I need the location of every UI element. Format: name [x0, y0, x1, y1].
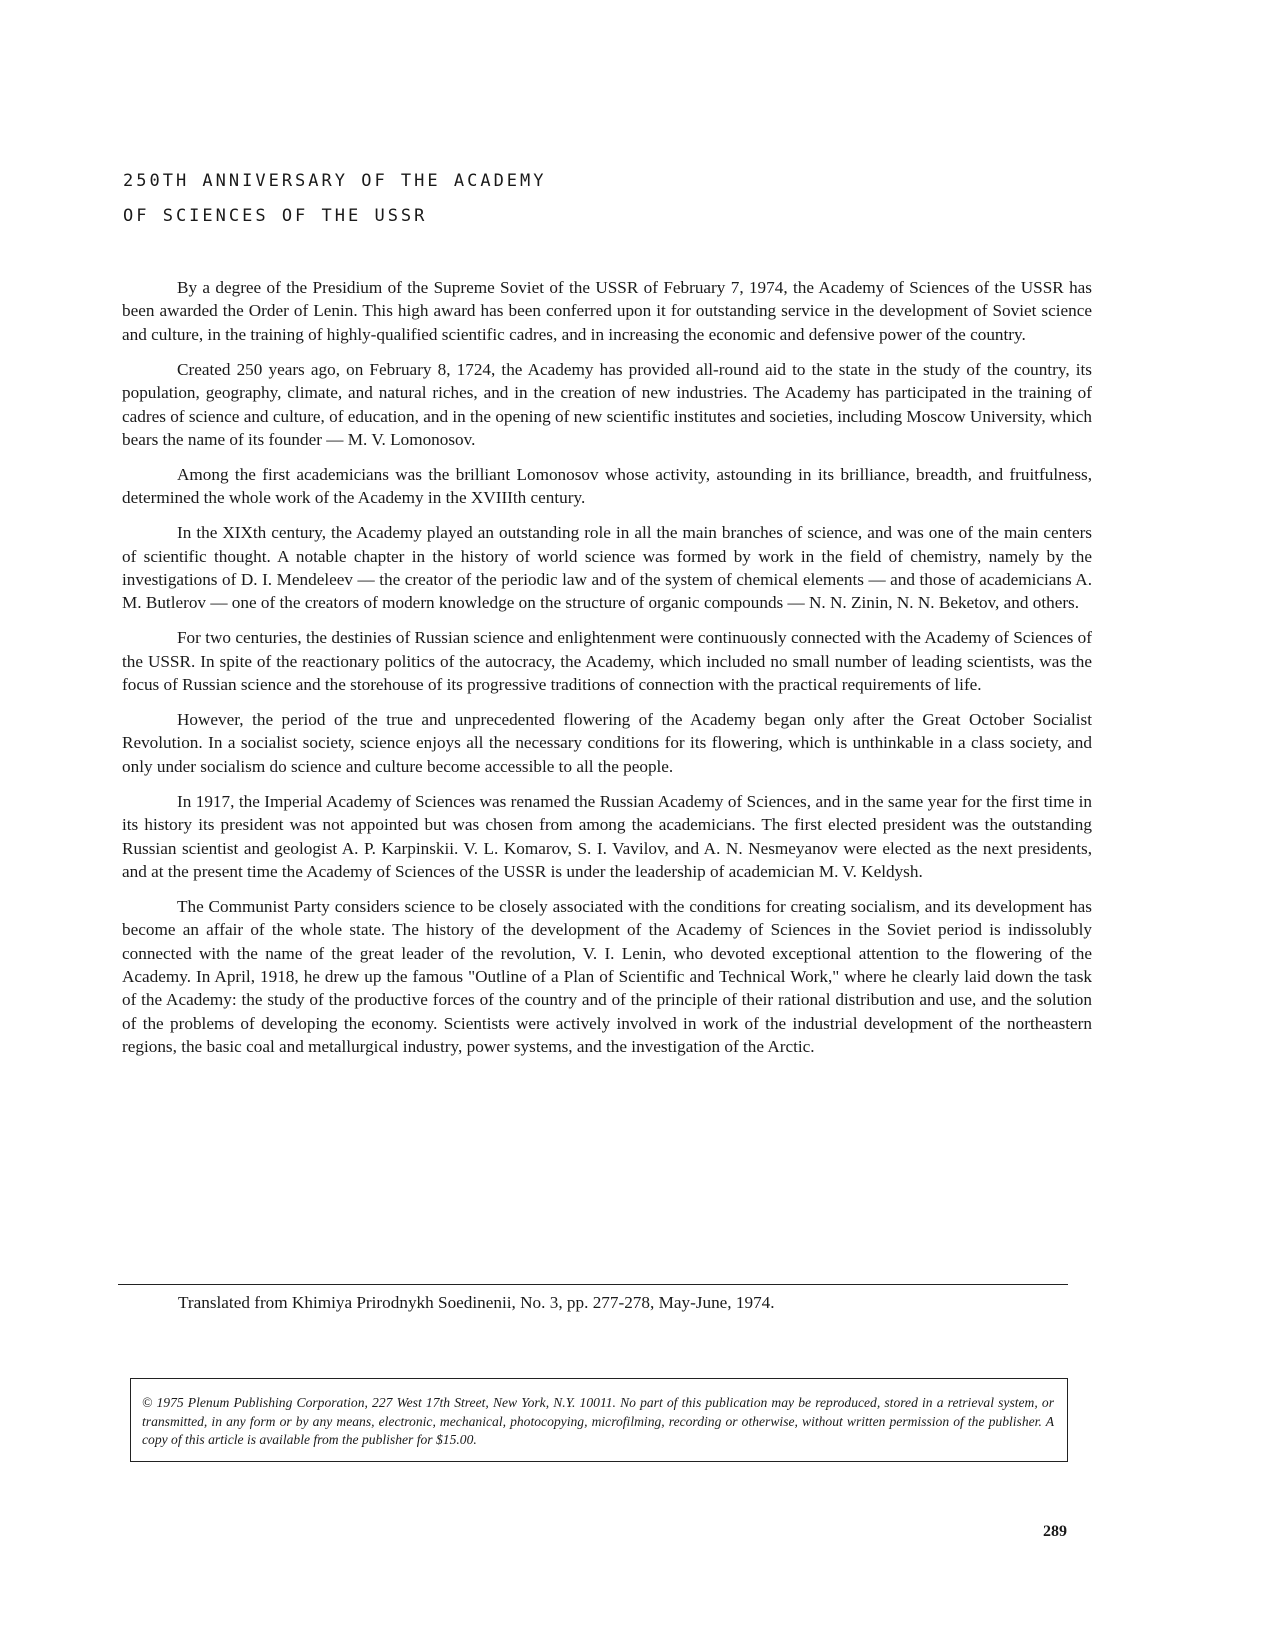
- article-body: [122, 276, 1092, 1070]
- paragraph: Among the first academicians was the brilliant Lomonosov whose activity, astounding in its brilliance, breadth, and fruitfulness, determined the whole work of the Academy in the XVIIIth century.: [122, 464, 1092, 508]
- paragraph: In 1917, the Imperial Academy of Sciences was renamed the Russian Academy of Sciences, and in the same year for the first time in its history its president was not appointed but was chosen from among the academicians. The first elected president was the outstanding Russian scientist and geologist A. P. Karpinskii. V. L. Komarov, S. I. Vavilov, and A. N. Nesmeyanov were elected as the next presidents, and at the present time the Academy of Sciences of the USSR is under the leadership of academician M. V. Keldysh.: [122, 791, 1092, 881]
- paragraph: In the XIXth century, the Academy played an outstanding role in all the main branches of science, and was one of the main centers of scientific thought. A notable chapter in the history of world science was formed by work in the field of chemistry, namely by the investigations of D. I. Mendeleev — the creator of the periodic law and of the system of chemical elements — and those of academicians A. M. Butlerov — one of the creators of modern knowledge on the structure of organic compounds — N. N. Zinin, N. N. Beketov, and others.: [122, 523, 1092, 613]
- footnote-divider: [118, 1284, 1068, 1285]
- article-title-line-1: 250TH ANNIVERSARY OF THE ACADEMY: [123, 171, 547, 191]
- paragraph: However, the period of the true and unprecedented flowering of the Academy began only after the Great October Socialist Revolution. In a socialist society, science enjoys all the necessary conditions for its flowering, which is unthinkable in a class society, and only under socialism do science and culture become accessible to all the people.: [122, 710, 1092, 776]
- article-title-line-2: OF SCIENCES OF THE USSR: [123, 206, 428, 226]
- paragraph: By a degree of the Presidium of the Supreme Soviet of the USSR of February 7, 1974, the Academy of Sciences of the USSR has been awarded the Order of Lenin. This high award has been conferred upon it for outstanding service in the development of Soviet science and culture, in the training of highly-qualified scientific cadres, and in increasing the economic and defensive power of the country.: [122, 278, 1092, 344]
- page-number: 289: [1043, 1523, 1067, 1540]
- copyright-notice: © 1975 Plenum Publishing Corporation, 227 West 17th Street, New York, N.Y. 10011. No part of this publication may be reproduced, stored in a retrieval system, or transmitted, in any form or by any means, electronic, mechanical, photocopying, microfilming, recording or otherwise, without written permission of the publisher. A copy of this article is available from the publisher for $15.00.: [142, 1395, 1054, 1447]
- article-title: [123, 164, 547, 234]
- paragraph: Created 250 years ago, on February 8, 1724, the Academy has provided all-round aid to the state in the study of the country, its population, geography, climate, and natural riches, and in the creation of new industries. The Academy has participated in the training of cadres of science and culture, of education, and in the opening of new scientific institutes and societies, including Moscow University, which bears the name of its founder — M. V. Lomonosov.: [122, 359, 1092, 449]
- paragraph: For two centuries, the destinies of Russian science and enlightenment were continuously connected with the Academy of Sciences of the USSR. In spite of the reactionary politics of the autocracy, the Academy, which included no small number of leading scientists, was the focus of Russian science and the storehouse of its progressive traditions of connection with the practical requirements of life.: [122, 628, 1092, 695]
- paragraph: The Communist Party considers science to be closely associated with the conditions for creating socialism, and its development has become an affair of the whole state. The history of the development of the Academy of Sciences in the Soviet period is indissolubly connected with the name of the great leader of the revolution, V. I. Lenin, who devoted exceptional attention to the flowering of the Academy. In April, 1918, he drew up the famous "Outline of a Plan of Scientific and Technical Work," where he clearly laid down the task of the Academy: the study of the productive forces of the country and of the principle of their rational distribution and use, and the solution of the problems of developing the economy. Scientists were actively involved in work of the industrial development of the northeastern regions, the basic coal and metallurgical industry, power systems, and the investigation of the Arctic.: [122, 896, 1092, 1057]
- translation-source-note: Translated from Khimiya Prirodnykh Soedinenii, No. 3, pp. 277-278, May-June, 1974.: [178, 1293, 775, 1312]
